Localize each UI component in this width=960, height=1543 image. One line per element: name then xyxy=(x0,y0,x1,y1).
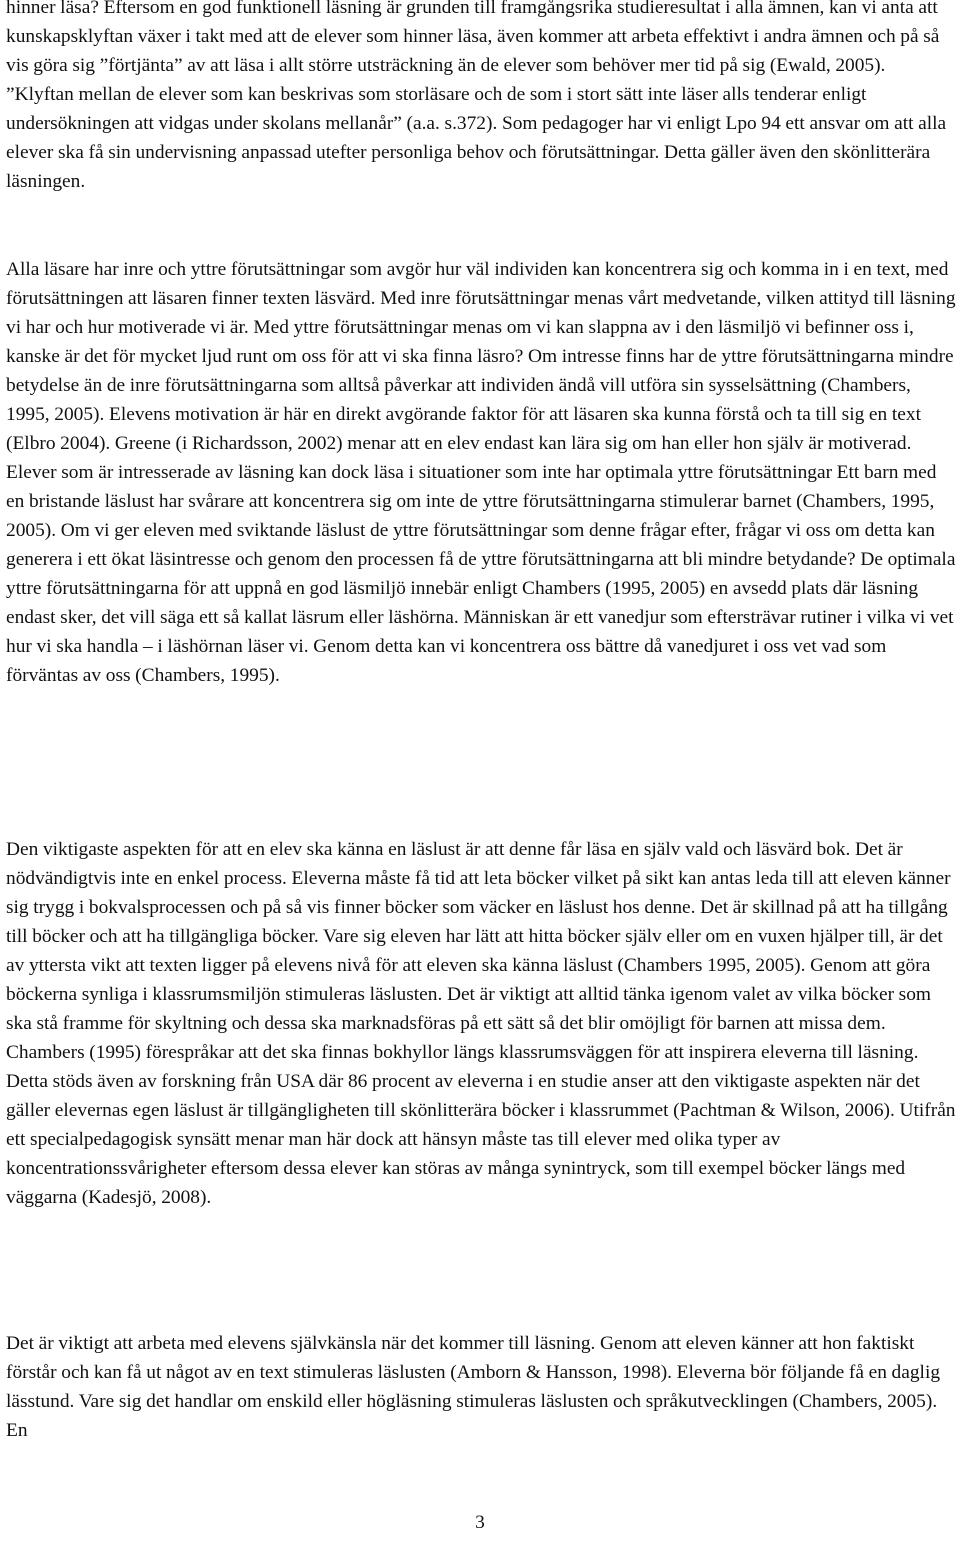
body-paragraph-4: Det är viktigt att arbeta med elevens självkänsla när det kommer till läsning. Genom att eleven känner att hon faktiskt förstår och kan få ut något av en text stimuleras läslusten (Amborn & Hansson, 1998). Eleverna bör följande få en daglig lässtund. Vare sig det handlar om enskild eller högläsning stimuleras läslusten och språkutvecklingen (Chambers, 2005). En xyxy=(6,1333,941,1441)
body-paragraph-1: hinner läsa? Eftersom en god funktionell läsning är grunden till framgångsrika studieresultat i alla ämnen, kan vi anta att kunskapsklyftan växer i takt med att de elever som hinner läsa, även kommer att arbeta effektivt i andra ämnen och på så vis göra sig ”förtjänta” av att läsa i allt större utsträckning än de elever som behöver mer tid på sig (Ewald, 2005). ”Klyftan mellan de elever som kan beskrivas som storläsare och de som i stort sätt inte läser alls tenderar enligt undersökningen att vidgas under skolans mellanår” (a.a. s.372). Som pedagoger har vi enligt Lpo 94 ett ansvar om att alla elever ska få sin undervisning anpassad utefter personliga behov och förutsättningar. Detta gäller även den skönlitterära läsningen. xyxy=(6,0,947,192)
page-number: 3 xyxy=(475,1512,485,1533)
body-paragraph-2: Alla läsare har inre och yttre förutsättningar som avgör hur väl individen kan koncentrera sig och komma in i en text, med förutsättningen att läsaren finner texten läsvärd. Med inre förutsättningar menas vårt medvetande, vilken attityd till läsning vi har och hur motiverade vi är. Med yttre förutsättningar menas om vi kan slappna av i den läsmiljö vi befinner oss i, kanske är det för mycket ljud runt om oss för att vi ska finna läsro? Om intresse finns har de yttre förutsättningarna mindre betydelse än de inre förutsättningarna som alltså påverkar att individen ändå vill utföra sin sysselsättning (Chambers, 1995, 2005). Elevens motivation är här en direkt avgörande faktor för att läsaren ska kunna förstå och ta till sig en text (Elbro 2004). Greene (i Richardsson, 2002) menar att en elev endast kan lära sig om han eller hon själv är motiverad. Elever som är intresserade av läsning kan dock läsa i situationer som inte har optimala yttre förutsättningar Ett barn med en bristande läslust har svårare att koncentrera sig om inte de yttre förutsättningarna stimulerar barnet (Chambers, 1995, 2005). Om vi ger eleven med sviktande läslust de yttre förutsättningar som denne frågar efter, frågar vi oss om detta kan generera i ett ökat läsintresse och genom den processen få de yttre förutsättningarna att bli mindre betydande? De optimala yttre förutsättningarna för att uppnå en god läsmiljö innebär enligt Chambers (1995, 2005) en avsedd plats där läsning endast sker, det vill säga ett så kallat läsrum eller läshörna. Människan är ett vanedjur som eftersträvar rutiner i vilka vi vet hur vi ska handla – i läshörnan läser vi. Genom detta kan vi koncentrera oss bättre då vanedjuret i oss vet vad som förväntas av oss (Chambers, 1995). xyxy=(6,259,956,686)
body-paragraph-3: Den viktigaste aspekten för att en elev ska känna en läslust är att denne får läsa en själv vald och läsvärd bok. Det är nödvändigtvis inte en enkel process. Eleverna måste få tid att leta böcker vilket på sikt kan antas leda till att eleven känner sig trygg i bokvalsprocessen och på så vis finner böcker som väcker en läslust hos denne. Det är skillnad på att ha tillgång till böcker och att ha tillgängliga böcker. Vare sig eleven har lätt att hitta böcker själv eller om en vuxen hjälper till, är det av yttersta vikt att texten ligger på elevens nivå för att eleven ska känna läslust (Chambers 1995, 2005). Genom att göra böckerna synliga i klassrumsmiljön stimuleras läslusten. Det är viktigt att alltid tänka igenom valet av vilka böcker som ska stå framme för skyltning och dessa ska marknadsföras på ett sätt så det blir omöjligt för barnen att missa dem. Chambers (1995) förespråkar att det ska finnas bokhyllor längs klassrumsväggen för att inspirera eleverna till läsning. Detta stöds även av forskning från USA där 86 procent av eleverna i en studie anser att den viktigaste aspekten när det gäller elevernas egen läslust är tillgängligheten till skönlitterära böcker i klassrummet (Pachtman & Wilson, 2006). Utifrån ett specialpedagogisk synsätt menar man här dock att hänsyn måste tas till elever med olika typer av koncentrationssvårigheter eftersom dessa elever kan störas av många synintryck, som till exempel böcker längs med väggarna (Kadesjö, 2008). xyxy=(6,839,956,1208)
